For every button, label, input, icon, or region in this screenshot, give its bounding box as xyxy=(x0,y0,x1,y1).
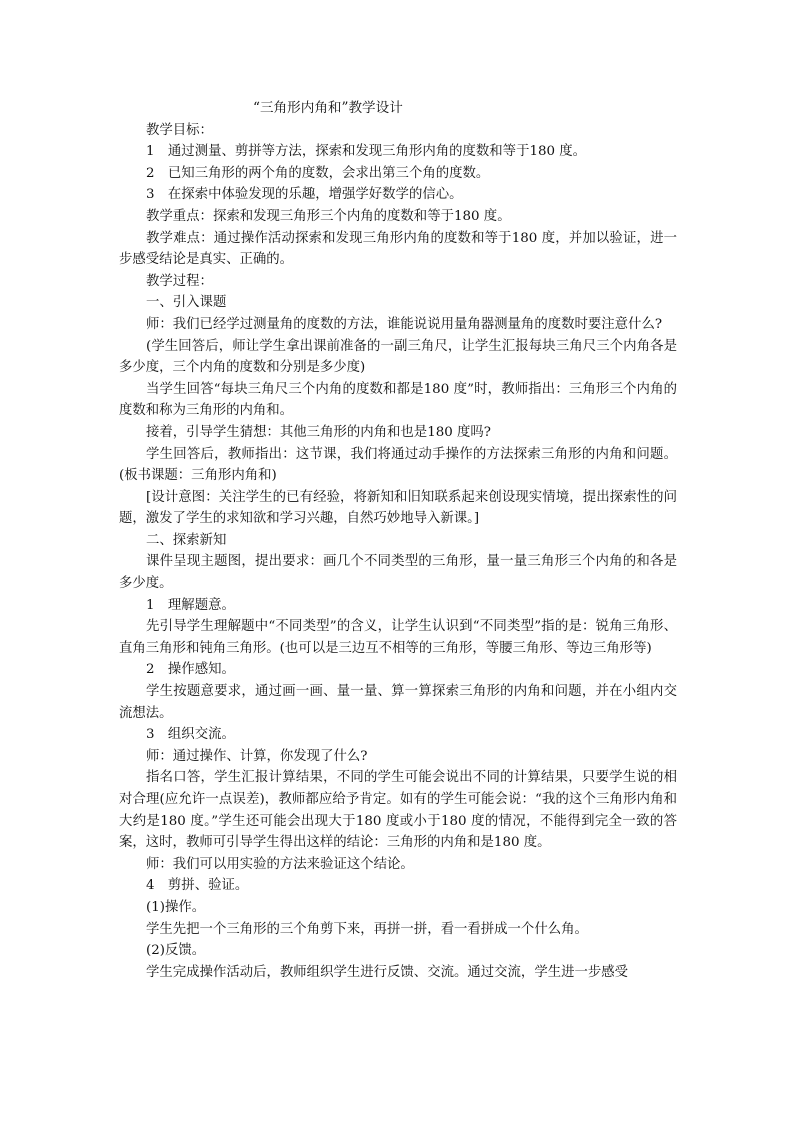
paragraph-step-2: 2 操作感知。 xyxy=(146,662,235,678)
paragraph-section-1-heading: 一、引入课题 xyxy=(146,295,227,311)
paragraph-board-title: 学生回答后，教师指出：这节课，我们将通过动手操作的方法探索三角形的内角和问题。(板书课题：三角形内角和) xyxy=(119,446,677,484)
paragraph-courseware: 课件呈现主题图，提出要求：画几个不同类型的三角形，量一量三角形三个内角的和各是多少度。 xyxy=(119,554,677,592)
paragraph-oral-answer: 指名口答，学生汇报计算结果，不同的学生可能会说出不同的计算结果，只要学生说的相对合理(应允许一点误差)，教师都应给予肯定。如有的学生可能会说：“我的这个三角形内角和大约是180 度。”学生还可能会出现大于180 度或小于180 度的情况，不能得到完全一致的答案，这时，教师可引导学生得出这样的结论：三角形的内角和是180 度。 xyxy=(119,770,677,851)
paragraph-process-heading: 教学过程： xyxy=(146,273,213,289)
document-body xyxy=(119,98,677,983)
paragraph-teacher-discovery: 师：通过操作、计算，你发现了什么? xyxy=(146,748,368,764)
paragraph-objective-1: 1 通过测量、剪拼等方法，探索和发现三角形内角的度数和等于180 度。 xyxy=(146,144,587,160)
paragraph-feedback-detail: 学生完成操作活动后，教师组织学生进行反馈、交流。通过交流，学生进一步感受 xyxy=(146,964,629,980)
paragraph-cut-angles: 学生先把一个三角形的三个角剪下来，再拼一拼，看一看拼成一个什么角。 xyxy=(146,921,588,937)
paragraph-step-1: 1 理解题意。 xyxy=(146,597,235,613)
paragraph-teacher-explains: 当学生回答“每块三角尺三个内角的度数和都是180 度”时，教师指出：三角形三个内角的度数和称为三角形的内角和。 xyxy=(119,381,677,419)
paragraph-step-1-detail: 先引导学生理解题中“不同类型”的含义，让学生认识到“不同类型”指的是：锐角三角形、直角三角形和钝角三角形。(也可以是三边互不相等的三角形，等腰三角形、等边三角形等) xyxy=(119,619,677,656)
paragraph-section-2-heading: 二、探索新知 xyxy=(146,532,227,548)
paragraph-student-report: (学生回答后，师让学生拿出课前准备的一副三角尺，让学生汇报每块三角尺三个内角各是多少度，三个内角的度数和分别是多少度) xyxy=(119,338,677,376)
document-title: “三角形内角和”教学设计 xyxy=(253,100,403,116)
paragraph-teacher-question: 师：我们已经学过测量角的度数的方法，谁能说说用量角器测量角的度数时要注意什么? xyxy=(146,316,663,332)
paragraph-step-2-detail: 学生按题意要求，通过画一画、量一量、算一算探索三角形的内角和问题，并在小组内交流想法。 xyxy=(119,684,677,721)
paragraph-objective-3: 3 在探索中体验发现的乐趣，增强学好数学的信心。 xyxy=(146,187,463,203)
paragraph-guess: 接着，引导学生猜想：其他三角形的内角和也是180 度吗? xyxy=(146,424,491,440)
paragraph-design-intent: [设计意图：关注学生的已有经验，将新知和旧知联系起来创设现实情境，提出探索性的问题，激发了学生的求知欲和学习兴趣，自然巧妙地导入新课。] xyxy=(119,489,677,527)
paragraph-difficulty: 教学难点：通过操作活动探索和发现三角形内角的度数和等于180 度，并加以验证，进一步感受结论是真实、正确的。 xyxy=(119,230,677,268)
paragraph-step-3: 3 组织交流。 xyxy=(146,727,235,743)
paragraph-feedback: (2)反馈。 xyxy=(146,943,206,959)
paragraph-key-point: 教学重点：探索和发现三角形三个内角的度数和等于180 度。 xyxy=(146,208,511,224)
paragraph-objective-2: 2 已知三角形的两个角的度数，会求出第三个角的度数。 xyxy=(146,165,490,181)
paragraph-step-4: 4 剪拼、验证。 xyxy=(146,878,249,894)
paragraph-operation: (1)操作。 xyxy=(146,899,206,915)
paragraph-objectives-heading: 教学目标： xyxy=(146,122,213,138)
paragraph-experiment: 师：我们可以用实验的方法来验证这个结论。 xyxy=(146,856,414,872)
